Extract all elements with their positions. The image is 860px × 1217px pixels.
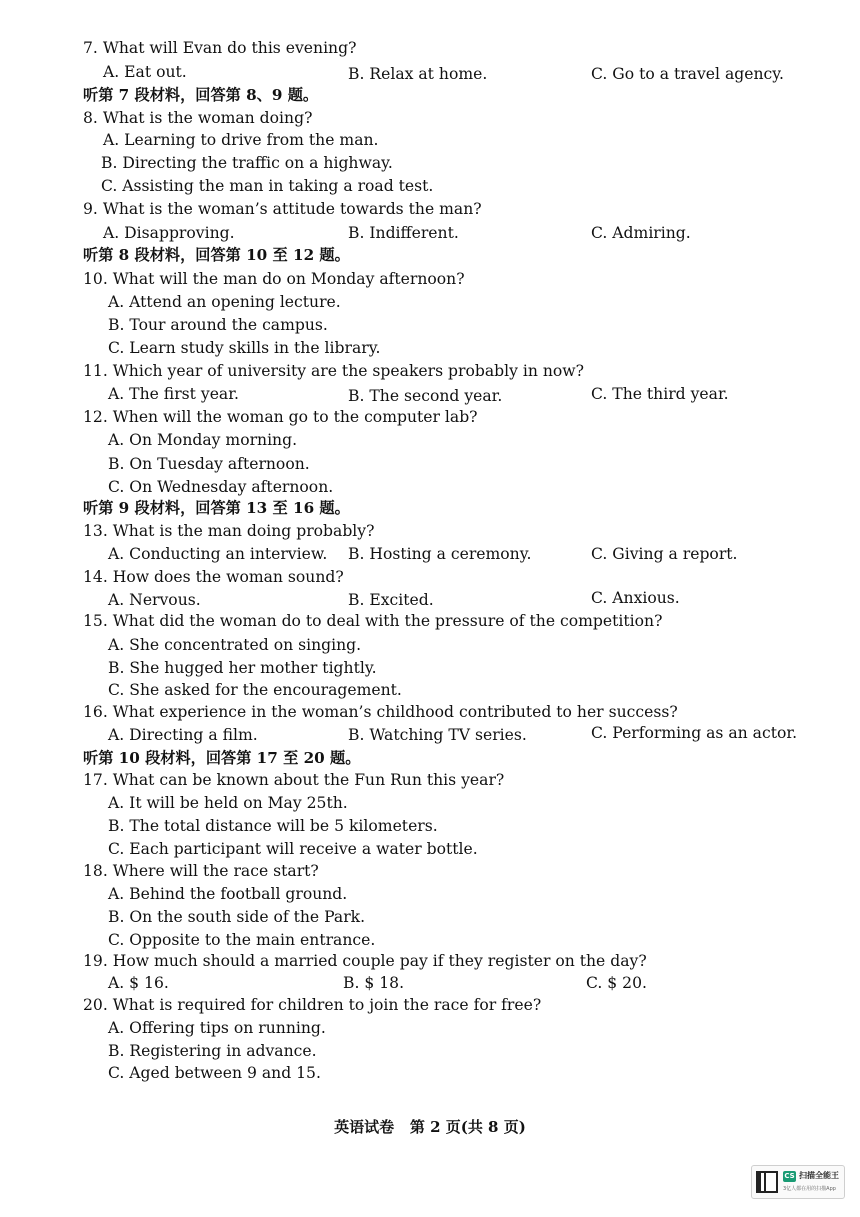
footer-subject: 英语试卷 [334,1118,395,1136]
question-10: 10. What will the man do on Monday afternoon? [83,270,465,288]
option-9c: C. Admiring. [591,224,691,242]
option-8c: C. Assisting the man in taking a road test. [101,177,434,195]
option-9b: B. Indifferent. [348,224,459,242]
option-16c: C. Performing as an actor. [591,724,798,742]
option-16a: A. Directing a film. [108,726,258,744]
option-8b: B. Directing the traffic on a highway. [101,154,393,172]
option-14c: C. Anxious. [591,589,680,607]
option-10a: A. Attend an opening lecture. [108,293,341,311]
option-18b: B. On the south side of the Park. [108,908,366,926]
qr-code-icon [756,1171,778,1193]
option-12b: B. On Tuesday afternoon. [108,455,310,473]
cs-logo-icon: CS [784,1172,795,1180]
option-12a: A. On Monday morning. [108,431,298,449]
scanner-app-name: 扫描全能王 [799,1171,839,1180]
section-heading-7: 听第 7 段材料，回答第 8、9 题。 [83,86,319,104]
footer-page-number: 第 2 页(共 8 页) [409,1118,526,1136]
scanner-watermark [751,1165,845,1199]
option-8a: A. Learning to drive from the man. [103,131,379,149]
option-7b: B. Relax at home. [348,65,488,83]
question-13: 13. What is the man doing probably? [83,522,375,540]
question-18: 18. Where will the race start? [83,862,319,880]
option-18c: C. Opposite to the main entrance. [108,931,376,949]
option-10b: B. Tour around the campus. [108,316,328,334]
option-17b: B. The total distance will be 5 kilometers. [108,817,438,835]
section-heading-10: 听第 10 段材料，回答第 17 至 20 题。 [83,749,361,767]
option-14b: B. Excited. [348,591,434,609]
option-15b: B. She hugged her mother tightly. [108,659,377,677]
question-20: 20. What is required for children to join the race for free? [83,996,542,1014]
option-11c: C. The third year. [591,385,729,403]
option-17c: C. Each participant will receive a water bottle. [108,840,478,858]
option-10c: C. Learn study skills in the library. [108,339,381,357]
question-7: 7. What will Evan do this evening? [83,39,357,57]
option-19b: B. $ 18. [343,974,405,992]
option-20c: C. Aged between 9 and 15. [108,1064,321,1082]
option-17a: A. It will be held on May 25th. [108,794,348,812]
scanner-tagline: 3亿人都在用的扫描App [783,1186,836,1192]
option-7a: A. Eat out. [103,63,187,81]
page-footer [0,1116,860,1137]
option-13a: A. Conducting an interview. [108,545,328,563]
option-13b: B. Hosting a ceremony. [348,545,532,563]
question-11: 11. Which year of university are the speakers probably in now? [83,362,584,380]
option-15c: C. She asked for the encouragement. [108,681,402,699]
section-heading-8: 听第 8 段材料，回答第 10 至 12 题。 [83,246,350,264]
option-18a: A. Behind the football ground. [108,885,348,903]
question-17: 17. What can be known about the Fun Run this year? [83,771,505,789]
question-16: 16. What experience in the woman’s childhood contributed to her success? [83,703,678,721]
option-7c: C. Go to a travel agency. [591,65,784,83]
question-8: 8. What is the woman doing? [83,109,313,127]
option-9a: A. Disapproving. [103,224,235,242]
option-20b: B. Registering in advance. [108,1042,317,1060]
question-14: 14. How does the woman sound? [83,568,344,586]
option-11b: B. The second year. [348,387,503,405]
section-heading-9: 听第 9 段材料，回答第 13 至 16 题。 [83,499,350,517]
option-19a: A. $ 16. [108,974,169,992]
question-12: 12. When will the woman go to the computer lab? [83,408,478,426]
question-9: 9. What is the woman’s attitude towards the man? [83,200,482,218]
question-19: 19. How much should a married couple pay if they register on the day? [83,952,647,970]
option-14a: A. Nervous. [108,591,201,609]
option-19c: C. $ 20. [586,974,647,992]
option-16b: B. Watching TV series. [348,726,527,744]
option-15a: A. She concentrated on singing. [108,636,362,654]
option-20a: A. Offering tips on running. [108,1019,326,1037]
option-13c: C. Giving a report. [591,545,738,563]
option-11a: A. The first year. [108,385,239,403]
question-15: 15. What did the woman do to deal with the pressure of the competition? [83,612,663,630]
option-12c: C. On Wednesday afternoon. [108,478,334,496]
